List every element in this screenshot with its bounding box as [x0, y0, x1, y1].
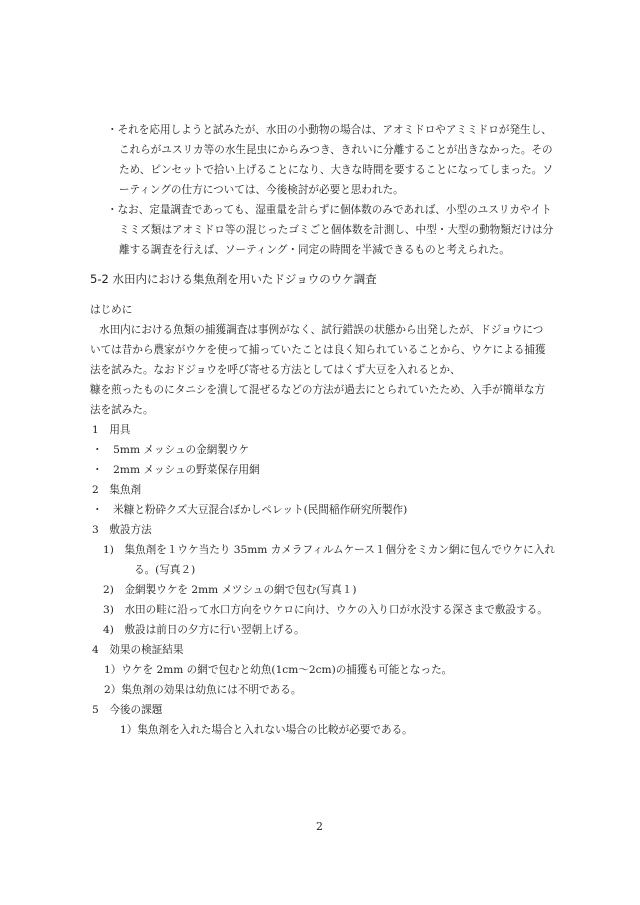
- list-item: 1）ウケを 2mm の網で包むと幼魚(1cm～2cm)の捕獲も可能となった。: [104, 664, 453, 676]
- page-number: 2: [316, 820, 323, 833]
- list-item: 4) 敷設は前日の夕方に行い翌朝上げる。: [103, 624, 305, 636]
- paragraph-line: 水田内における魚類の捕獲調査は事例がなく、試行錯誤の状態から出発したが、ドジョウにつ: [99, 324, 544, 336]
- paragraph-line: いては昔から農家がウケを使って捕っていたことは良く知られていることから、ウケによる捕獲: [90, 344, 546, 356]
- list-item: ・ 米糠と粉砕クズ大豆混合ぼかしペレット(民間稲作研究所製作): [92, 504, 408, 516]
- paragraph-line: 法を試みた。: [90, 404, 154, 416]
- list-item: 1) 集魚剤を１ウケ当たり 35mm カメラフィルムケース１個分をミカン網に包んでウケに入れ: [103, 544, 555, 556]
- list-item: 1）集魚剤を入れた場合と入れない場合の比較が必要である。: [120, 724, 413, 736]
- list-item: 3) 水田の畦に沿って水口方向をウケロに向け、ウケの入り口が水没する深さまで敷設する。: [103, 604, 548, 616]
- list-item: 2) 金網製ウケを 2mm メツシュの網で包む(写真１): [103, 584, 357, 596]
- section-heading: 5-2 水田内における集魚剤を用いたドジョウのウケ調査: [90, 272, 377, 286]
- bullet-text-line: ・なお、定量調査であっても、湿重量を計らずに個体数のみであれば、小型のユスリカやイト: [107, 204, 552, 216]
- bullet-text-line: ため、ピンセットで拾い上げることになり、大きな時間を要することになってしまった。ソ: [119, 164, 553, 176]
- paragraph-line: 法を試みた。なおドジョウを呼び寄せる方法としてはくず大豆を入れるとか、: [90, 364, 461, 376]
- list-heading: 1 用具: [92, 424, 131, 436]
- paragraph-line: 糠を煎ったものにタニシを潰して混ぜるなどの方法が過去にとられていたため、入手が簡単な方: [90, 384, 546, 396]
- list-item: ・ 5mm メッシュの金網製ウケ: [92, 444, 250, 456]
- list-heading: 5 今後の課題: [92, 704, 163, 716]
- list-item-continuation: る。(写真２): [134, 564, 196, 576]
- list-heading: 4 効果の検証結果: [92, 644, 184, 656]
- bullet-text-line: ーティングの仕方については、今後検討が必要と思われた。: [119, 184, 404, 196]
- list-heading: 2 集魚剤: [92, 484, 142, 496]
- list-item: 2）集魚剤の効果は幼魚には不明である。: [104, 684, 302, 696]
- intro-title: はじめに: [90, 304, 133, 316]
- bullet-text-line: これらがユスリカ等の水生昆虫にからみつき、きれいに分離することが出きなかった。その: [119, 144, 553, 156]
- bullet-text-line: ミミズ類はアオミドロ等の混じったゴミごと個体数を計測し、中型・大型の動物類だけは分: [119, 224, 554, 236]
- list-heading: 3 敷設方法: [92, 524, 152, 536]
- bullet-text-line: 離する調査を行えば、ソーティング・同定の時間を半減できるものと考えられた。: [119, 244, 510, 256]
- list-item: ・ 2mm メッシュの野菜保存用網: [92, 464, 260, 476]
- bullet-text-line: ・それを応用しようと試みたが、水田の小動物の場合は、アオミドロやアミミドロが発生し、: [107, 124, 552, 136]
